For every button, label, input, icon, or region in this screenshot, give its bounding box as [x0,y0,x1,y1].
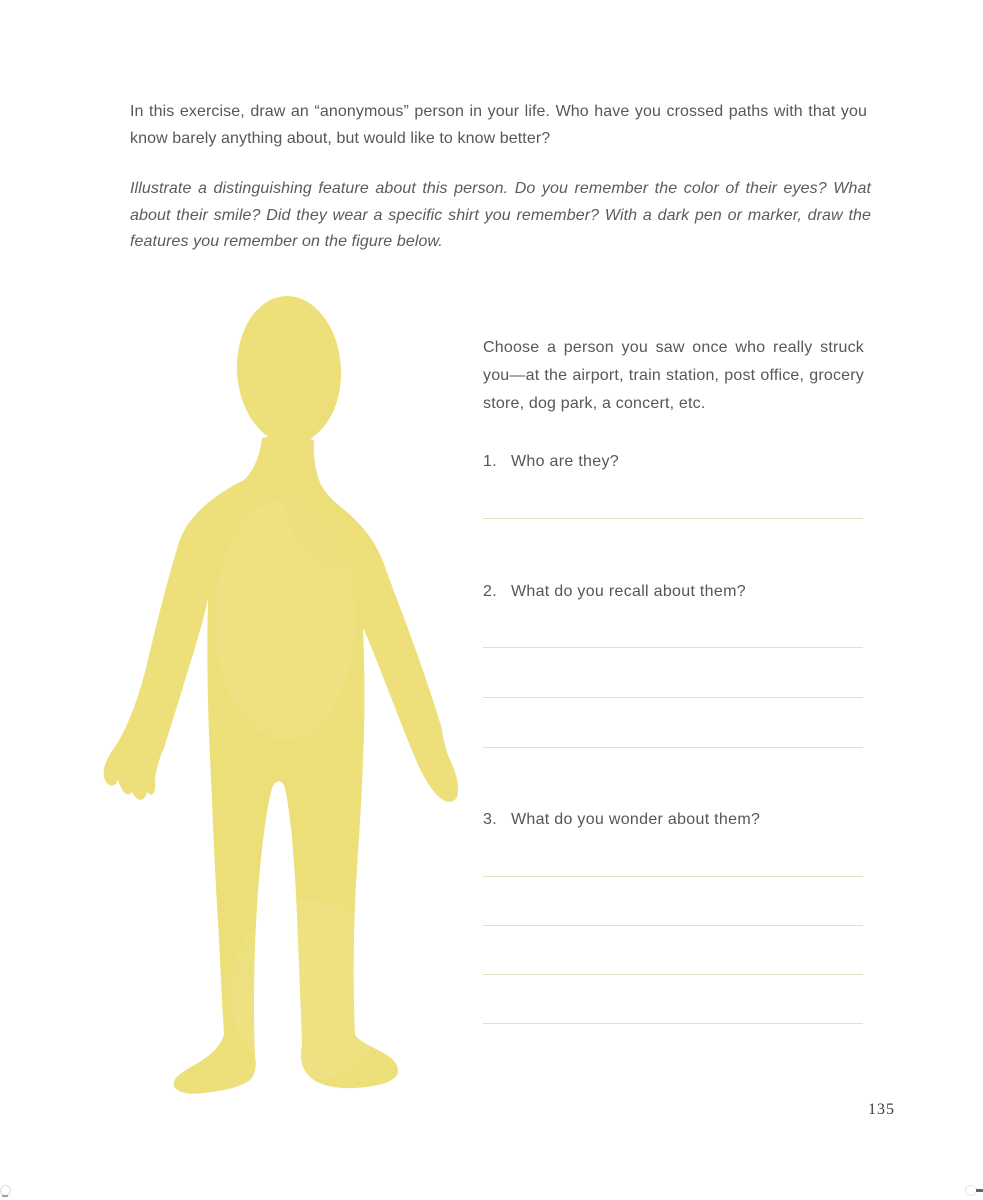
question-1-number: 1. [483,453,497,470]
scan-artifact-left [0,1185,11,1196]
answer-line [483,518,863,519]
question-2-number: 2. [483,583,497,600]
answer-line [483,747,863,748]
question-3-text: What do you wonder about them? [511,811,761,828]
anonymous-person-silhouette [100,290,480,1105]
question-1-text: Who are they? [511,453,619,470]
worksheet-prompt: Choose a person you saw once who really struck you—at the airport, train station, post office, grocery store, dog park, a concert, etc. [483,339,864,412]
answer-line [483,974,863,975]
question-2 [483,583,746,601]
intro-paragraph: In this exercise, draw an “anonymous” person in your life. Who have you crossed paths with that you know barely anything about, but would like to know better? [130,103,867,147]
page-number: 135 [868,1101,895,1118]
scan-artifact-right-dash [976,1189,983,1192]
answer-line [483,876,863,877]
answer-line [483,697,863,698]
instruction-paragraph: Illustrate a distinguishing feature about this person. Do you remember the color of their eyes? What about their smile? Did they wear a specific shirt you remember? With a dark pen or marker, draw the features you remember on the figure below. [130,180,871,250]
answer-line [483,1023,863,1024]
answer-line [483,925,863,926]
question-3 [483,811,760,829]
question-2-text: What do you recall about them? [511,583,746,600]
answer-line [483,647,863,648]
question-3-number: 3. [483,811,497,828]
question-1 [483,453,619,471]
